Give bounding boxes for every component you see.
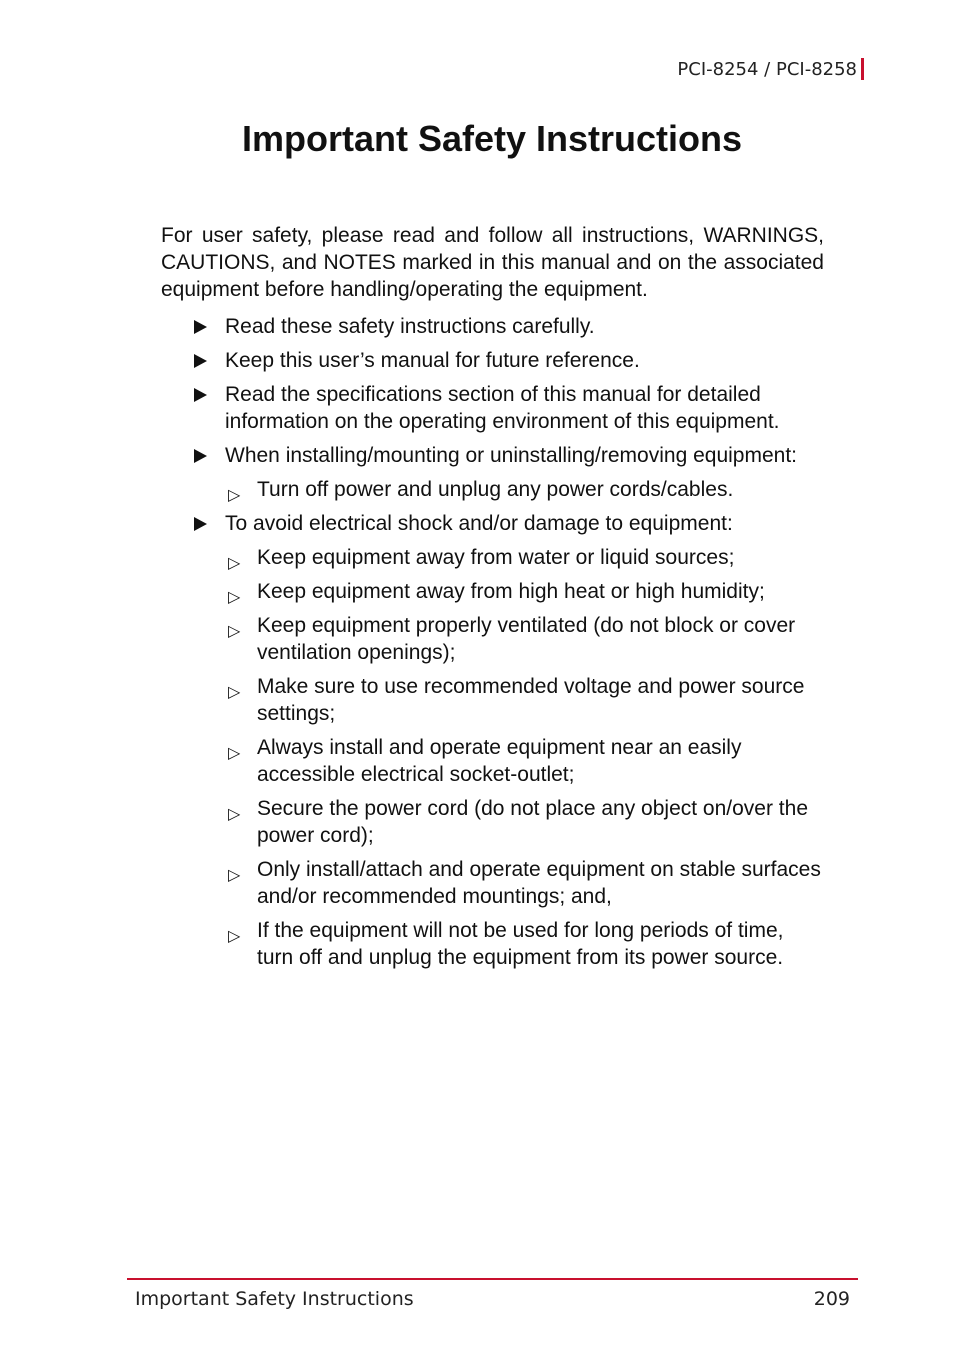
sub-list-item bbox=[225, 578, 824, 605]
sub-list-item bbox=[225, 476, 824, 503]
list-item-text: Keep this user’s manual for future reference. bbox=[225, 349, 640, 372]
outline-triangle-icon: ▷ bbox=[228, 587, 241, 606]
intro-paragraph: For user safety, please read and follow all instructions, WARNINGS, CAUTIONS, and NOTES marked in this manual and on the associated equipment before handling/operating the equipment. bbox=[161, 224, 824, 301]
sub-list-item bbox=[225, 544, 824, 571]
sub-list-item-text: Always install and operate equipment near an easily accessible electrical socket-outlet; bbox=[257, 736, 742, 786]
page-number: 209 bbox=[813, 1288, 850, 1310]
instruction-list bbox=[161, 313, 824, 971]
outline-triangle-icon: ▷ bbox=[228, 926, 241, 945]
bullet-triangle-icon bbox=[194, 449, 207, 463]
outline-triangle-icon: ▷ bbox=[228, 865, 241, 884]
sub-list-item-text: Keep equipment away from high heat or high humidity; bbox=[257, 580, 765, 603]
sub-list-item bbox=[225, 612, 824, 666]
bullet-triangle-icon bbox=[194, 517, 207, 531]
sub-list-item-text: If the equipment will not be used for long periods of time, turn off and unplug the equipment from its power source. bbox=[257, 919, 784, 969]
bullet-triangle-icon bbox=[194, 354, 207, 368]
list-item bbox=[161, 381, 824, 435]
page-title: Important Safety Instructions bbox=[241, 118, 743, 159]
header-model: PCI-8254 / PCI-8258 bbox=[677, 58, 857, 80]
running-header bbox=[677, 58, 864, 80]
footer-divider bbox=[127, 1278, 858, 1280]
bullet-triangle-icon bbox=[194, 388, 207, 402]
install-sublist bbox=[225, 476, 824, 503]
sub-list-item bbox=[225, 917, 824, 971]
outline-triangle-icon: ▷ bbox=[228, 804, 241, 823]
sub-list-item bbox=[225, 856, 824, 910]
outline-triangle-icon: ▷ bbox=[228, 682, 241, 701]
list-item bbox=[161, 313, 824, 340]
sub-list-item-text: Turn off power and unplug any power cords/cables. bbox=[257, 478, 734, 501]
shock-sublist bbox=[225, 544, 824, 971]
header-accent-bar bbox=[861, 58, 864, 80]
list-item bbox=[161, 510, 824, 971]
sub-list-item bbox=[225, 673, 824, 727]
outline-triangle-icon: ▷ bbox=[228, 743, 241, 762]
outline-triangle-icon: ▷ bbox=[228, 621, 241, 640]
outline-triangle-icon: ▷ bbox=[228, 485, 241, 504]
sub-list-item-text: Keep equipment properly ventilated (do not block or cover ventilation openings); bbox=[257, 614, 796, 664]
list-item-text: Read these safety instructions carefully. bbox=[225, 315, 595, 338]
sub-list-item bbox=[225, 734, 824, 788]
list-item bbox=[161, 442, 824, 503]
sub-list-item-text: Only install/attach and operate equipment on stable surfaces and/or recommended mountings; and, bbox=[257, 858, 821, 908]
sub-list-item bbox=[225, 795, 824, 849]
sub-list-item-text: Make sure to use recommended voltage and power source settings; bbox=[257, 675, 805, 725]
bullet-triangle-icon bbox=[194, 320, 207, 334]
list-item-text: When installing/mounting or uninstalling/removing equipment: bbox=[225, 444, 797, 467]
sub-list-item-text: Keep equipment away from water or liquid sources; bbox=[257, 546, 735, 569]
list-item-text: To avoid electrical shock and/or damage to equipment: bbox=[225, 512, 733, 535]
sub-list-item-text: Secure the power cord (do not place any object on/over the power cord); bbox=[257, 797, 809, 847]
list-item bbox=[161, 347, 824, 374]
list-item-text: Read the specifications section of this manual for detailed information on the operating environment of this equipment. bbox=[225, 383, 780, 433]
outline-triangle-icon: ▷ bbox=[228, 553, 241, 572]
page-body bbox=[161, 222, 824, 978]
footer-section-title: Important Safety Instructions bbox=[135, 1288, 414, 1310]
